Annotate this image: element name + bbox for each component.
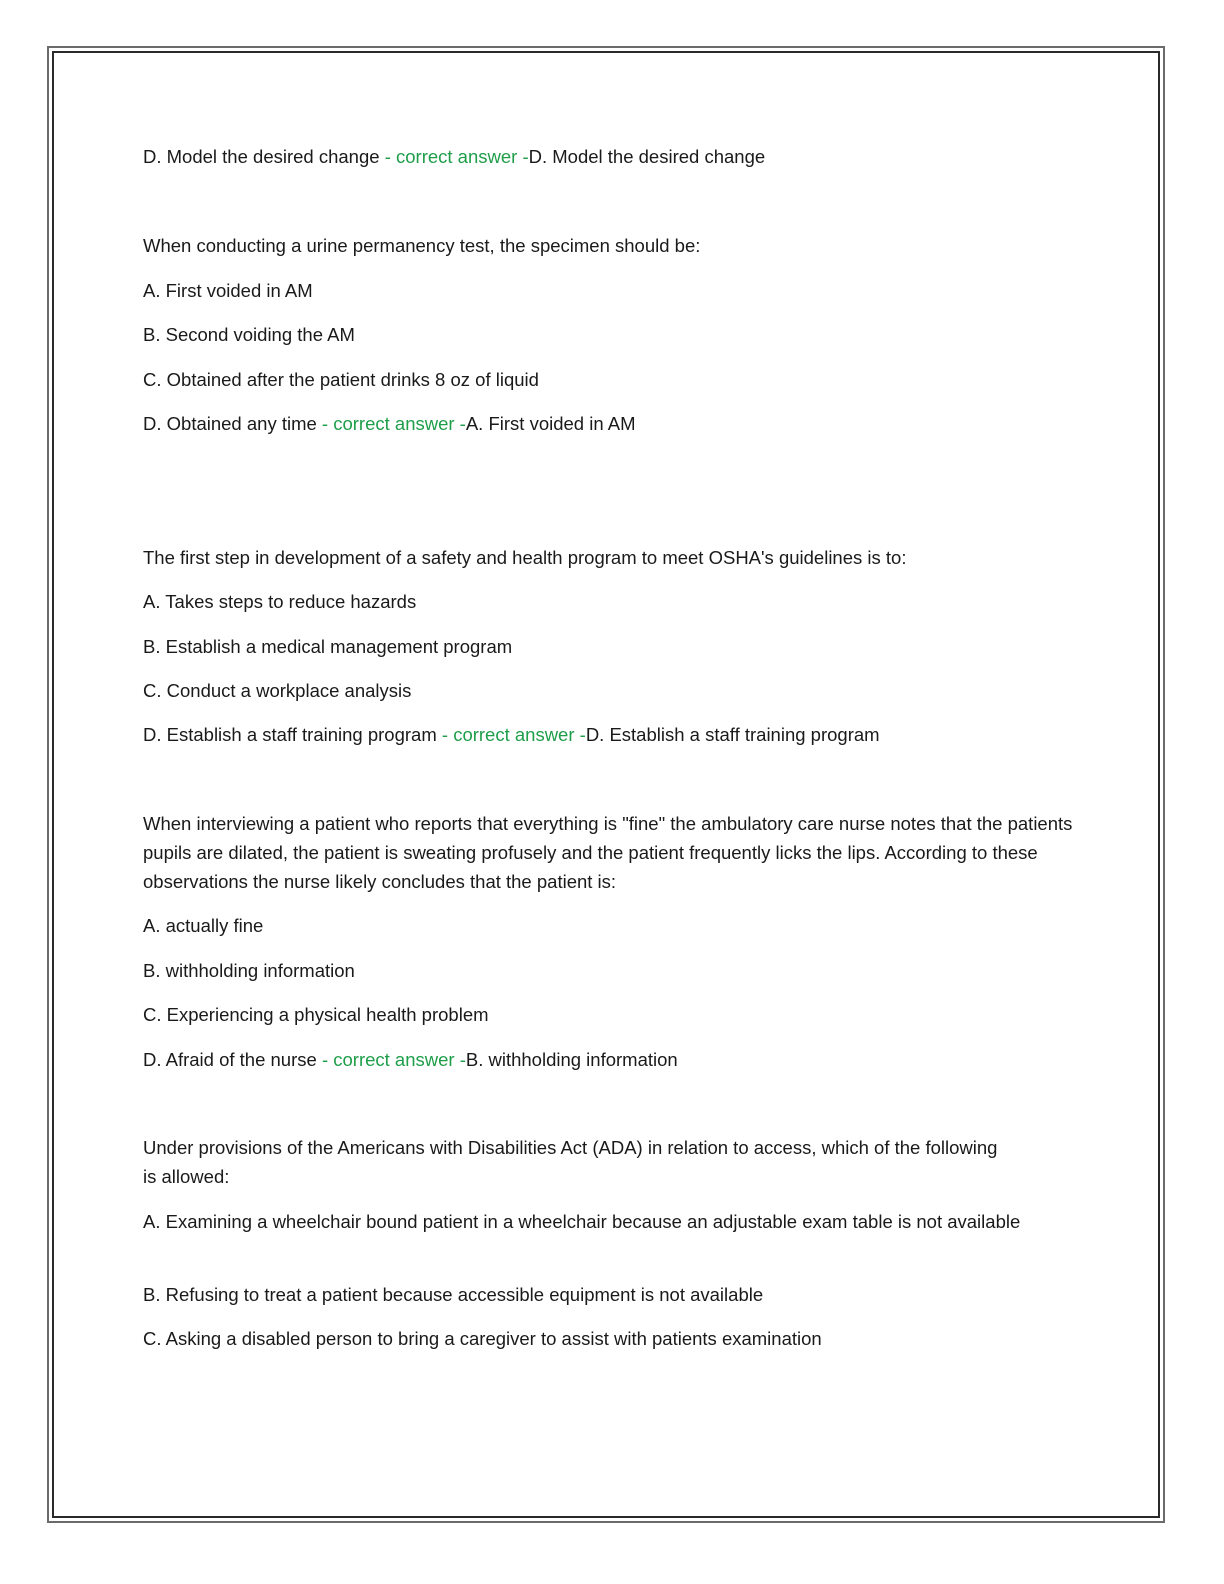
- correct-answer-marker: - correct answer -: [384, 146, 529, 167]
- option-b: B. Refusing to treat a patient because accessible equipment is not available: [143, 1284, 764, 1305]
- option-a: A. Takes steps to reduce hazards: [143, 591, 417, 612]
- answer-line-3: [143, 720, 1073, 749]
- option-a: A. Examining a wheelchair bound patient in a wheelchair because an adjustable exam table is not available: [143, 1211, 1021, 1232]
- correct-answer-marker: - correct answer -: [321, 413, 466, 434]
- option-d-text: D. Afraid of the nurse: [143, 1049, 322, 1070]
- option-b: B. Establish a medical management program: [143, 636, 513, 657]
- option-d-text: D. Model the desired change: [143, 146, 385, 167]
- option-d-text: D. Obtained any time: [143, 413, 322, 434]
- option-c: C. Conduct a workplace analysis: [143, 680, 412, 701]
- option-d-text: D. Establish a staff training program: [143, 724, 442, 745]
- answer-line-4: [143, 1045, 1073, 1074]
- option-c: C. Obtained after the patient drinks 8 oz of liquid: [143, 369, 539, 390]
- option-a: A. actually fine: [143, 915, 264, 936]
- answer-line-2: [143, 409, 1073, 438]
- correct-answer-text: A. First voided in AM: [465, 413, 636, 434]
- option-a: A. First voided in AM: [143, 280, 313, 301]
- option-b: B. withholding information: [143, 960, 355, 981]
- question-3: The first step in development of a safety and health program to meet OSHA's guidelines is to:: [143, 547, 907, 568]
- question-4: When interviewing a patient who reports that everything is "fine" the ambulatory care nurse notes that the patients pupils are dilated, the patient is sweating profusely and the patient frequently licks the lips. According to these observations the nurse likely concludes that the patient is:: [143, 813, 1073, 892]
- correct-answer-marker: - correct answer -: [321, 1049, 466, 1070]
- correct-answer-marker: - correct answer -: [441, 724, 586, 745]
- option-b: B. Second voiding the AM: [143, 324, 355, 345]
- correct-answer-text: B. withholding information: [465, 1049, 678, 1070]
- option-c: C. Asking a disabled person to bring a caregiver to assist with patients examination: [143, 1328, 822, 1349]
- correct-answer-text: D. Establish a staff training program: [585, 724, 880, 745]
- question-5: Under provisions of the Americans with Disabilities Act (ADA) in relation to access, which of the following is allowed:: [143, 1137, 998, 1187]
- correct-answer-text: D. Model the desired change: [528, 146, 766, 167]
- question-2: When conducting a urine permanency test, the specimen should be:: [143, 235, 701, 256]
- option-c: C. Experiencing a physical health problem: [143, 1004, 489, 1025]
- answer-line-1: [143, 142, 1073, 171]
